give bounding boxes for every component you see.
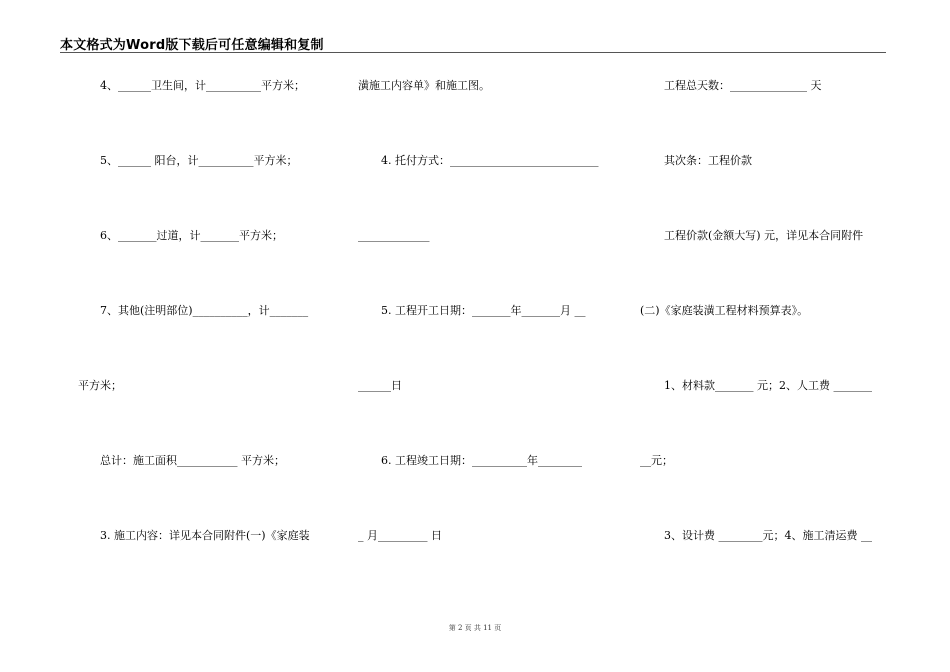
col3-line-6: __元； — [640, 454, 673, 467]
col2-line-2: 4. 托付方式：___________________________ — [381, 154, 599, 167]
col1-line-7: 3. 施工内容：详见本合同附件(一)《家庭装 — [100, 529, 310, 542]
col2-line-1: 潢施工内容单》和施工图。 — [358, 79, 490, 92]
page-number: 第 2 页 共 11 页 — [448, 624, 502, 632]
col3-line-5: 1、材料款_______ 元；2、人工费 _______ — [664, 379, 872, 392]
col2-line-5: ______日 — [358, 379, 402, 392]
col2-line-6: 6. 工程竣工日期：__________年________ — [381, 454, 582, 467]
col1-line-4: 7、其他(注明部位)__________，计_______ — [100, 304, 309, 317]
col1-line-5: 平方米； — [78, 379, 122, 392]
col2-line-4: 5. 工程开工日期：_______年_______月 __ — [381, 304, 586, 317]
document-header-title: 本文格式为Word版下载后可任意编辑和复制 — [60, 38, 324, 53]
col1-line-1: 4、______卫生间，计__________平方米； — [100, 79, 305, 92]
header-divider — [60, 52, 886, 53]
col1-line-3: 6、_______过道，计_______平方米； — [100, 229, 283, 242]
col2-line-7: _ 月_________ 日 — [358, 529, 442, 542]
col3-line-2: 其次条：工程价款 — [664, 154, 752, 167]
col3-line-4: (二)《家庭装潢工程材料预算表》。 — [640, 304, 809, 317]
col3-line-3: 工程价款(金额大写) 元，详见本合同附件 — [664, 229, 864, 242]
col1-line-2: 5、______ 阳台，计__________平方米； — [100, 154, 298, 167]
col1-line-6: 总计：施工面积___________ 平方米； — [100, 454, 285, 467]
col2-line-3: _____________ — [358, 229, 430, 242]
col3-line-1: 工程总天数：______________ 天 — [664, 79, 822, 92]
col3-line-7: 3、设计费 ________元；4、施工清运费 __ — [664, 529, 872, 542]
